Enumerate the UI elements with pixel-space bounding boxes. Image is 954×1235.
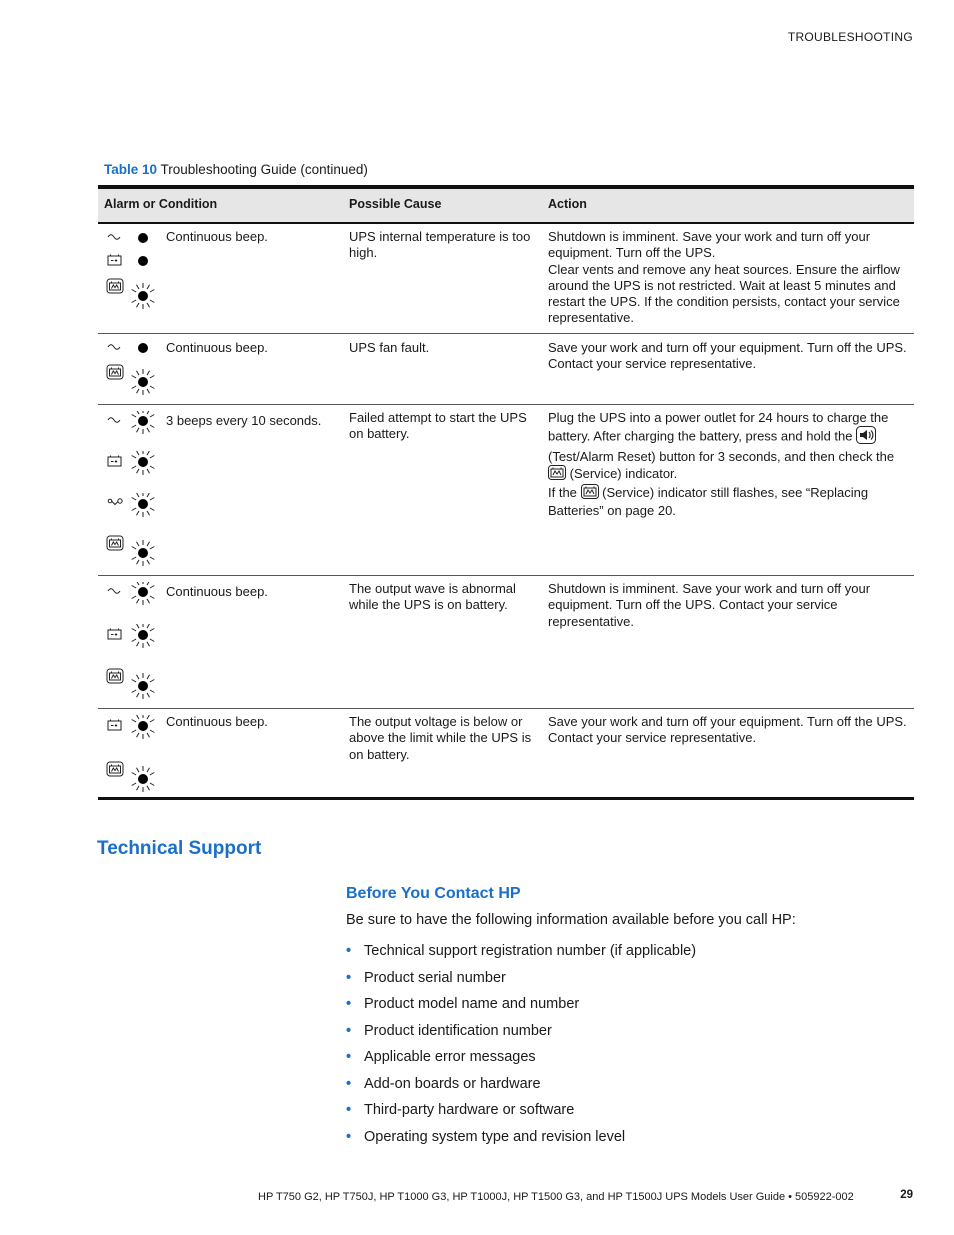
list-item: • Add-on boards or hardware bbox=[346, 1075, 541, 1092]
battery-indicator bbox=[106, 451, 160, 487]
test-alarm-reset-icon bbox=[856, 426, 876, 448]
column-header-condition: Alarm or Condition bbox=[104, 197, 218, 211]
bullet-icon: • bbox=[346, 1022, 352, 1039]
led-flashing bbox=[132, 451, 155, 475]
battery-icon bbox=[108, 255, 121, 266]
page-number: 29 bbox=[900, 1189, 913, 1201]
list-item: • Third-party hardware or software bbox=[346, 1102, 575, 1118]
cause-text: Failed attempt to start the UPS on battery. bbox=[349, 410, 527, 442]
line-power-icon bbox=[108, 589, 120, 594]
line-power-icon bbox=[108, 235, 120, 240]
table-caption bbox=[104, 162, 368, 177]
service-indicator bbox=[106, 276, 160, 312]
led-flashing bbox=[132, 715, 155, 739]
column-header-cause: Possible Cause bbox=[349, 197, 442, 211]
list-item: • Technical support registration number (if applicable) bbox=[346, 943, 697, 959]
line-power-indicator bbox=[106, 411, 160, 447]
led-on bbox=[138, 343, 148, 353]
action-paragraph: Clear vents and remove any heat sources. Ensure the airflow around the UPS is not restricted. Wait at least 5 minutes and restart the UPS. If the condition persists, contact your service representative. bbox=[548, 261, 900, 326]
line-power-indicator bbox=[106, 582, 160, 618]
led-flashing bbox=[132, 283, 155, 309]
bullet-icon: • bbox=[346, 1049, 352, 1065]
service-icon bbox=[548, 465, 566, 484]
table-row bbox=[98, 224, 914, 334]
condition-text: 3 beeps every 10 seconds. bbox=[166, 413, 322, 428]
led-flashing bbox=[132, 624, 155, 648]
led-flashing bbox=[132, 582, 155, 605]
table-title: Troubleshooting Guide (continued) bbox=[160, 162, 368, 177]
intro-paragraph: Be sure to have the following information available before you call HP: bbox=[346, 912, 796, 928]
bullet-icon: • bbox=[346, 969, 352, 986]
action-paragraph: Shutdown is imminent. Save your work and turn off your equipment. Turn off the UPS. bbox=[548, 229, 871, 261]
action-paragraph: If the (Service) indicator still flashes, see “Replacing Batteries” on page 20. bbox=[548, 485, 869, 519]
table-row bbox=[98, 576, 914, 709]
led-on bbox=[138, 233, 148, 243]
condition-text: Continuous beep. bbox=[166, 584, 268, 599]
table-row bbox=[98, 709, 914, 800]
action-text bbox=[548, 229, 910, 327]
service-indicator bbox=[106, 666, 160, 702]
condition-text: Continuous beep. bbox=[166, 714, 268, 729]
service-indicator bbox=[106, 362, 160, 398]
action-text bbox=[548, 340, 910, 373]
condition-text: Continuous beep. bbox=[166, 229, 268, 244]
service-icon bbox=[581, 484, 599, 503]
led-flashing bbox=[132, 369, 155, 395]
service-icon bbox=[107, 536, 123, 550]
service-indicator bbox=[106, 759, 160, 795]
bypass-icon bbox=[108, 499, 122, 505]
troubleshooting-table bbox=[98, 185, 914, 800]
led-on bbox=[138, 256, 148, 266]
table-number: Table 10 bbox=[104, 162, 158, 177]
battery-indicator bbox=[106, 624, 160, 660]
list-item: • Product identification number bbox=[346, 1022, 552, 1039]
led-flashing bbox=[132, 493, 155, 517]
service-icon bbox=[107, 669, 123, 683]
battery-icon bbox=[108, 456, 121, 467]
list-item: • Applicable error messages bbox=[346, 1049, 536, 1065]
bullet-icon: • bbox=[346, 1128, 352, 1145]
led-flashing bbox=[132, 766, 155, 792]
table-row bbox=[98, 405, 914, 576]
section-heading: Technical Support bbox=[97, 838, 262, 859]
bypass-indicator bbox=[106, 493, 160, 529]
cause-text: UPS internal temperature is too high. bbox=[349, 229, 531, 261]
bullet-icon: • bbox=[346, 1102, 352, 1118]
column-header-action: Action bbox=[548, 197, 587, 211]
cause-text: UPS fan fault. bbox=[349, 340, 430, 355]
table-row bbox=[98, 334, 914, 405]
led-flashing bbox=[132, 411, 155, 434]
action-text bbox=[548, 581, 910, 630]
list-item: • Product serial number bbox=[346, 969, 506, 986]
action-text bbox=[548, 410, 910, 520]
list-item: • Product model name and number bbox=[346, 996, 580, 1012]
bullet-icon: • bbox=[346, 1075, 352, 1092]
cause-text: The output voltage is below or above the limit while the UPS is on battery. bbox=[349, 714, 532, 762]
table-header-row bbox=[98, 185, 914, 224]
battery-icon bbox=[108, 629, 121, 640]
line-power-icon bbox=[108, 418, 120, 423]
battery-indicator bbox=[106, 715, 160, 751]
led-flashing bbox=[132, 673, 155, 699]
action-text bbox=[548, 714, 910, 747]
service-icon bbox=[107, 762, 123, 776]
service-icon bbox=[107, 365, 123, 379]
service-icon bbox=[107, 279, 123, 293]
info-list bbox=[346, 943, 696, 1155]
bullet-icon: • bbox=[346, 996, 352, 1012]
led-flashing bbox=[132, 540, 155, 566]
cause-text: The output wave is abnormal while the UPS is on battery. bbox=[349, 581, 516, 613]
line-power-icon bbox=[108, 345, 120, 350]
subsection-heading: Before You Contact HP bbox=[346, 885, 521, 902]
action-paragraph: Shutdown is imminent. Save your work and turn off your equipment. Turn off the UPS. Contact your service representative. bbox=[548, 581, 871, 629]
running-header: TROUBLESHOOTING bbox=[787, 30, 913, 44]
action-paragraph: Save your work and turn off your equipment. Turn off the UPS. Contact your service representative. bbox=[548, 714, 907, 746]
battery-icon bbox=[108, 720, 121, 731]
footer-text: HP T750 G2, HP T750J, HP T1000 G3, HP T1000J, HP T1500 G3, and HP T1500J UPS Models User Guide • 505922-002 bbox=[258, 1191, 854, 1203]
service-indicator bbox=[106, 533, 160, 569]
action-paragraph: Plug the UPS into a power outlet for 24 hours to charge the battery. After charging the battery, press and hold the (Test/Alarm Reset) button for 3 seconds, and then check the (Service) indicator. bbox=[548, 410, 910, 484]
action-paragraph: Save your work and turn off your equipment. Turn off the UPS. Contact your service representative. bbox=[548, 340, 907, 372]
condition-text: Continuous beep. bbox=[166, 340, 268, 355]
bullet-icon: • bbox=[346, 943, 352, 959]
list-item: • Operating system type and revision level bbox=[346, 1128, 626, 1145]
